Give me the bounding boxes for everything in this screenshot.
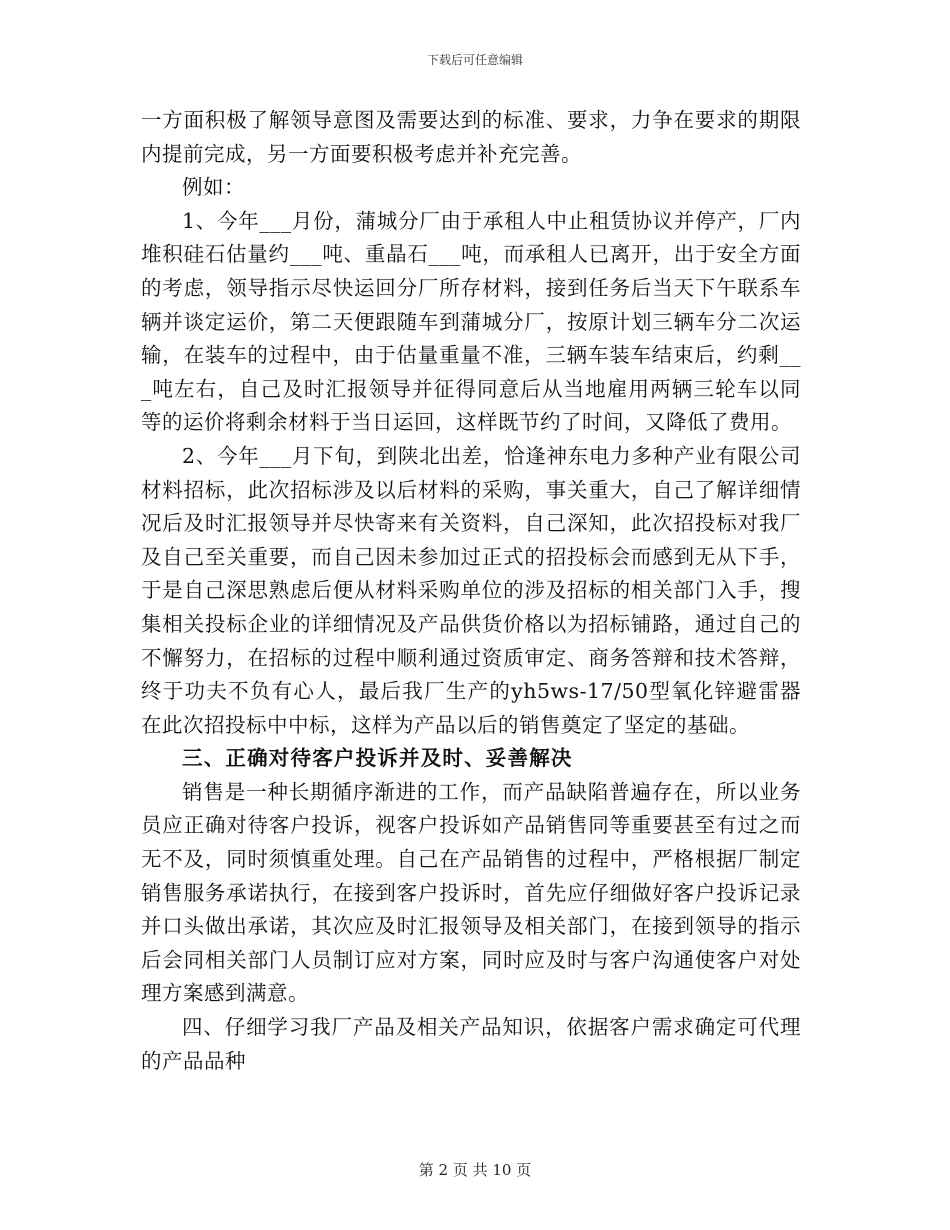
- paragraph-section-3: 销售是一种长期循序渐进的工作，而产品缺陷普遍存在，所以业务员应正确对待客户投诉，视客户投诉如产品销售同等重要甚至有过之而无不及，同时须慎重处理。自己在产品销售的过程中，严格根据厂制定销售服务承诺执行，在接到客户投诉时，首先应仔细做好客户投诉记录并口头做出承诺，其次应及时汇报领导及相关部门，在接到领导的指示后会同相关部门人员制订应对方案，同时应及时与客户沟通使客户对处理方案感到满意。: [141, 779, 801, 1006]
- paragraph-example-1: 1、今年___月份，蒲城分厂由于承租人中止租赁协议并停产，厂内堆积硅石估量约___吨、重晶石___吨，而承租人已离开，出于安全方面的考虑，领导指示尽快运回分厂所存材料，接到任务后当天下午联系车辆并谈定运价，第二天便跟随车到蒲城分厂，按原计划三辆车分二次运输，在装车的过程中，由于估量重量不准，三辆车装车结束后，约剩___吨左右，自己及时汇报领导并征得同意后从当地雇用两辆三轮车以同等的运价将剩余材料于当日运回，这样既节约了时间，又降低了费用。: [141, 208, 801, 435]
- paragraph-example-intro: 例如：: [182, 175, 245, 200]
- page-number-footer: 第 2 页 共 10 页: [418, 1161, 532, 1179]
- paragraph-example-2: 2、今年___月下旬，到陕北出差，恰逢神东电力多种产业有限公司材料招标，此次招标涉及以后材料的采购，事关重大，自己了解详细情况后及时汇报领导并尽快寄来有关资料，自己深知，此次招投标对我厂及自己至关重要，而自己因未参加过正式的招投标会而感到无从下手，于是自己深思熟虑后便从材料采购单位的涉及招标的相关部门入手，搜集相关投标企业的详细情况及产品供货价格以为招标铺路，通过自己的不懈努力，在招标的过程中顺利通过资质审定、商务答辩和技术答辩，终于功夫不负有心人，最后我厂生产的yh5ws-17/50型氧化锌避雷器在此次招投标中中标，这样为产品以后的销售奠定了坚定的基础。: [141, 443, 801, 737]
- section-heading-4: 四、仔细学习我厂产品及相关产品知识，依据客户需求确定可代理的产品品种: [141, 1015, 801, 1073]
- page-header: 下载后可任意编辑: [426, 53, 523, 67]
- paragraph-continuation: 一方面积极了解领导意图及需要达到的标准、要求，力争在要求的期限内提前完成，另一方面要积极考虑并补充完善。: [141, 108, 801, 166]
- document-body: [141, 104, 801, 1078]
- section-heading-3: 三、正确对待客户投诉并及时、妥善解决: [182, 746, 573, 771]
